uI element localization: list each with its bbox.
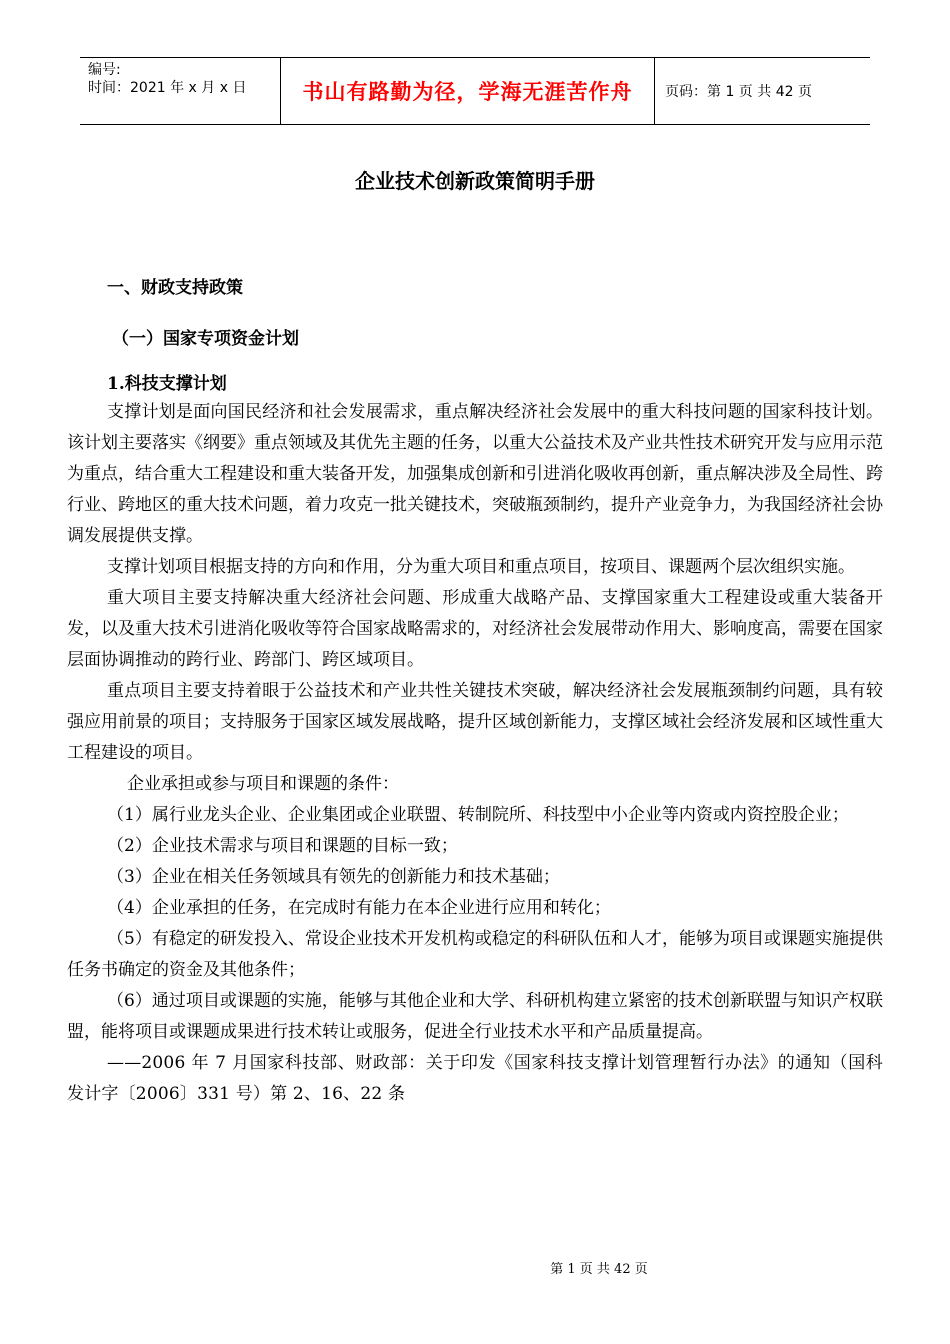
- header-motto-cell: [281, 58, 655, 124]
- item-heading: 1.科技支撑计划: [107, 374, 227, 394]
- source-citation: ——2006 年 7 月国家科技部、财政部：关于印发《国家科技支撑计划管理暂行办法》的通知（国科发计字〔2006〕331 号）第 2、16、22 条: [67, 1053, 883, 1104]
- document-body: [67, 397, 883, 1110]
- page-footer: [0, 1258, 950, 1277]
- paragraph: 支撑计划项目根据支持的方向和作用，分为重大项目和重点项目，按项目、课题两个层次组织实施。: [107, 557, 855, 577]
- header-meta: [80, 58, 281, 124]
- condition-item: （1）属行业龙头企业、企业集团或企业联盟、转制院所、科技型中小企业等内资或内资控股企业；: [107, 805, 849, 825]
- paragraph: 重大项目主要支持解决重大经济社会问题、形成重大战略产品、支撑国家重大工程建设或重大装备开发，以及重大技术引进消化吸收等符合国家战略需求的，对经济社会发展带动作用大、影响度高，需要在国家层面协调推动的跨行业、跨部门、跨区域项目。: [67, 588, 883, 670]
- document-title: 企业技术创新政策简明手册: [355, 169, 595, 193]
- condition-item: （5）有稳定的研发投入、常设企业技术开发机构或稳定的科研队伍和人才，能够为项目或课题实施提供任务书确定的资金及其他条件；: [67, 929, 883, 980]
- number-label: 编号:: [88, 62, 121, 78]
- conditions-intro: 企业承担或参与项目和课题的条件：: [127, 774, 399, 794]
- condition-item: （4）企业承担的任务，在完成时有能力在本企业进行应用和转化；: [107, 898, 611, 918]
- section-heading: 一、财政支持政策: [107, 278, 243, 298]
- paragraph: 重点项目主要支持着眼于公益技术和产业共性关键技术突破，解决经济社会发展瓶颈制约问题，具有较强应用前景的项目；支持服务于国家区域发展战略，提升区域创新能力，支撑区域社会经济发展和区域性重大工程建设的项目。: [67, 681, 883, 763]
- header-page-info: 页码：第 1 页 共 42 页: [665, 84, 812, 100]
- time-label: 时间：2021 年 x 月 x 日: [88, 80, 247, 96]
- paragraph: 支撑计划是面向国民经济和社会发展需求，重点解决经济社会发展中的重大科技问题的国家科技计划。该计划主要落实《纲要》重点领域及其优先主题的任务，以重大公益技术及产业共性技术研究开发与应用示范为重点，结合重大工程建设和重大装备开发，加强集成创新和引进消化吸收再创新，重点解决涉及全局性、跨行业、跨地区的重大技术问题，着力攻克一批关键技术，突破瓶颈制约，提升产业竞争力，为我国经济社会协调发展提供支撑。: [67, 402, 883, 546]
- condition-item: （2）企业技术需求与项目和课题的目标一致；: [107, 836, 458, 856]
- condition-item: （3）企业在相关任务领域具有领先的创新能力和技术基础；: [107, 867, 560, 887]
- condition-item: （6）通过项目或课题的实施，能够与其他企业和大学、科研机构建立紧密的技术创新联盟与知识产权联盟，能将项目或课题成果进行技术转让或服务，促进全行业技术水平和产品质量提高。: [67, 991, 883, 1042]
- header-motto: 书山有路勤为径，学海无涯苦作舟: [302, 80, 633, 104]
- header-table: [80, 57, 870, 125]
- subsection-heading: （一）国家专项资金计划: [112, 329, 299, 349]
- footer-page-number: 第 1 页 共 42 页: [550, 1262, 648, 1277]
